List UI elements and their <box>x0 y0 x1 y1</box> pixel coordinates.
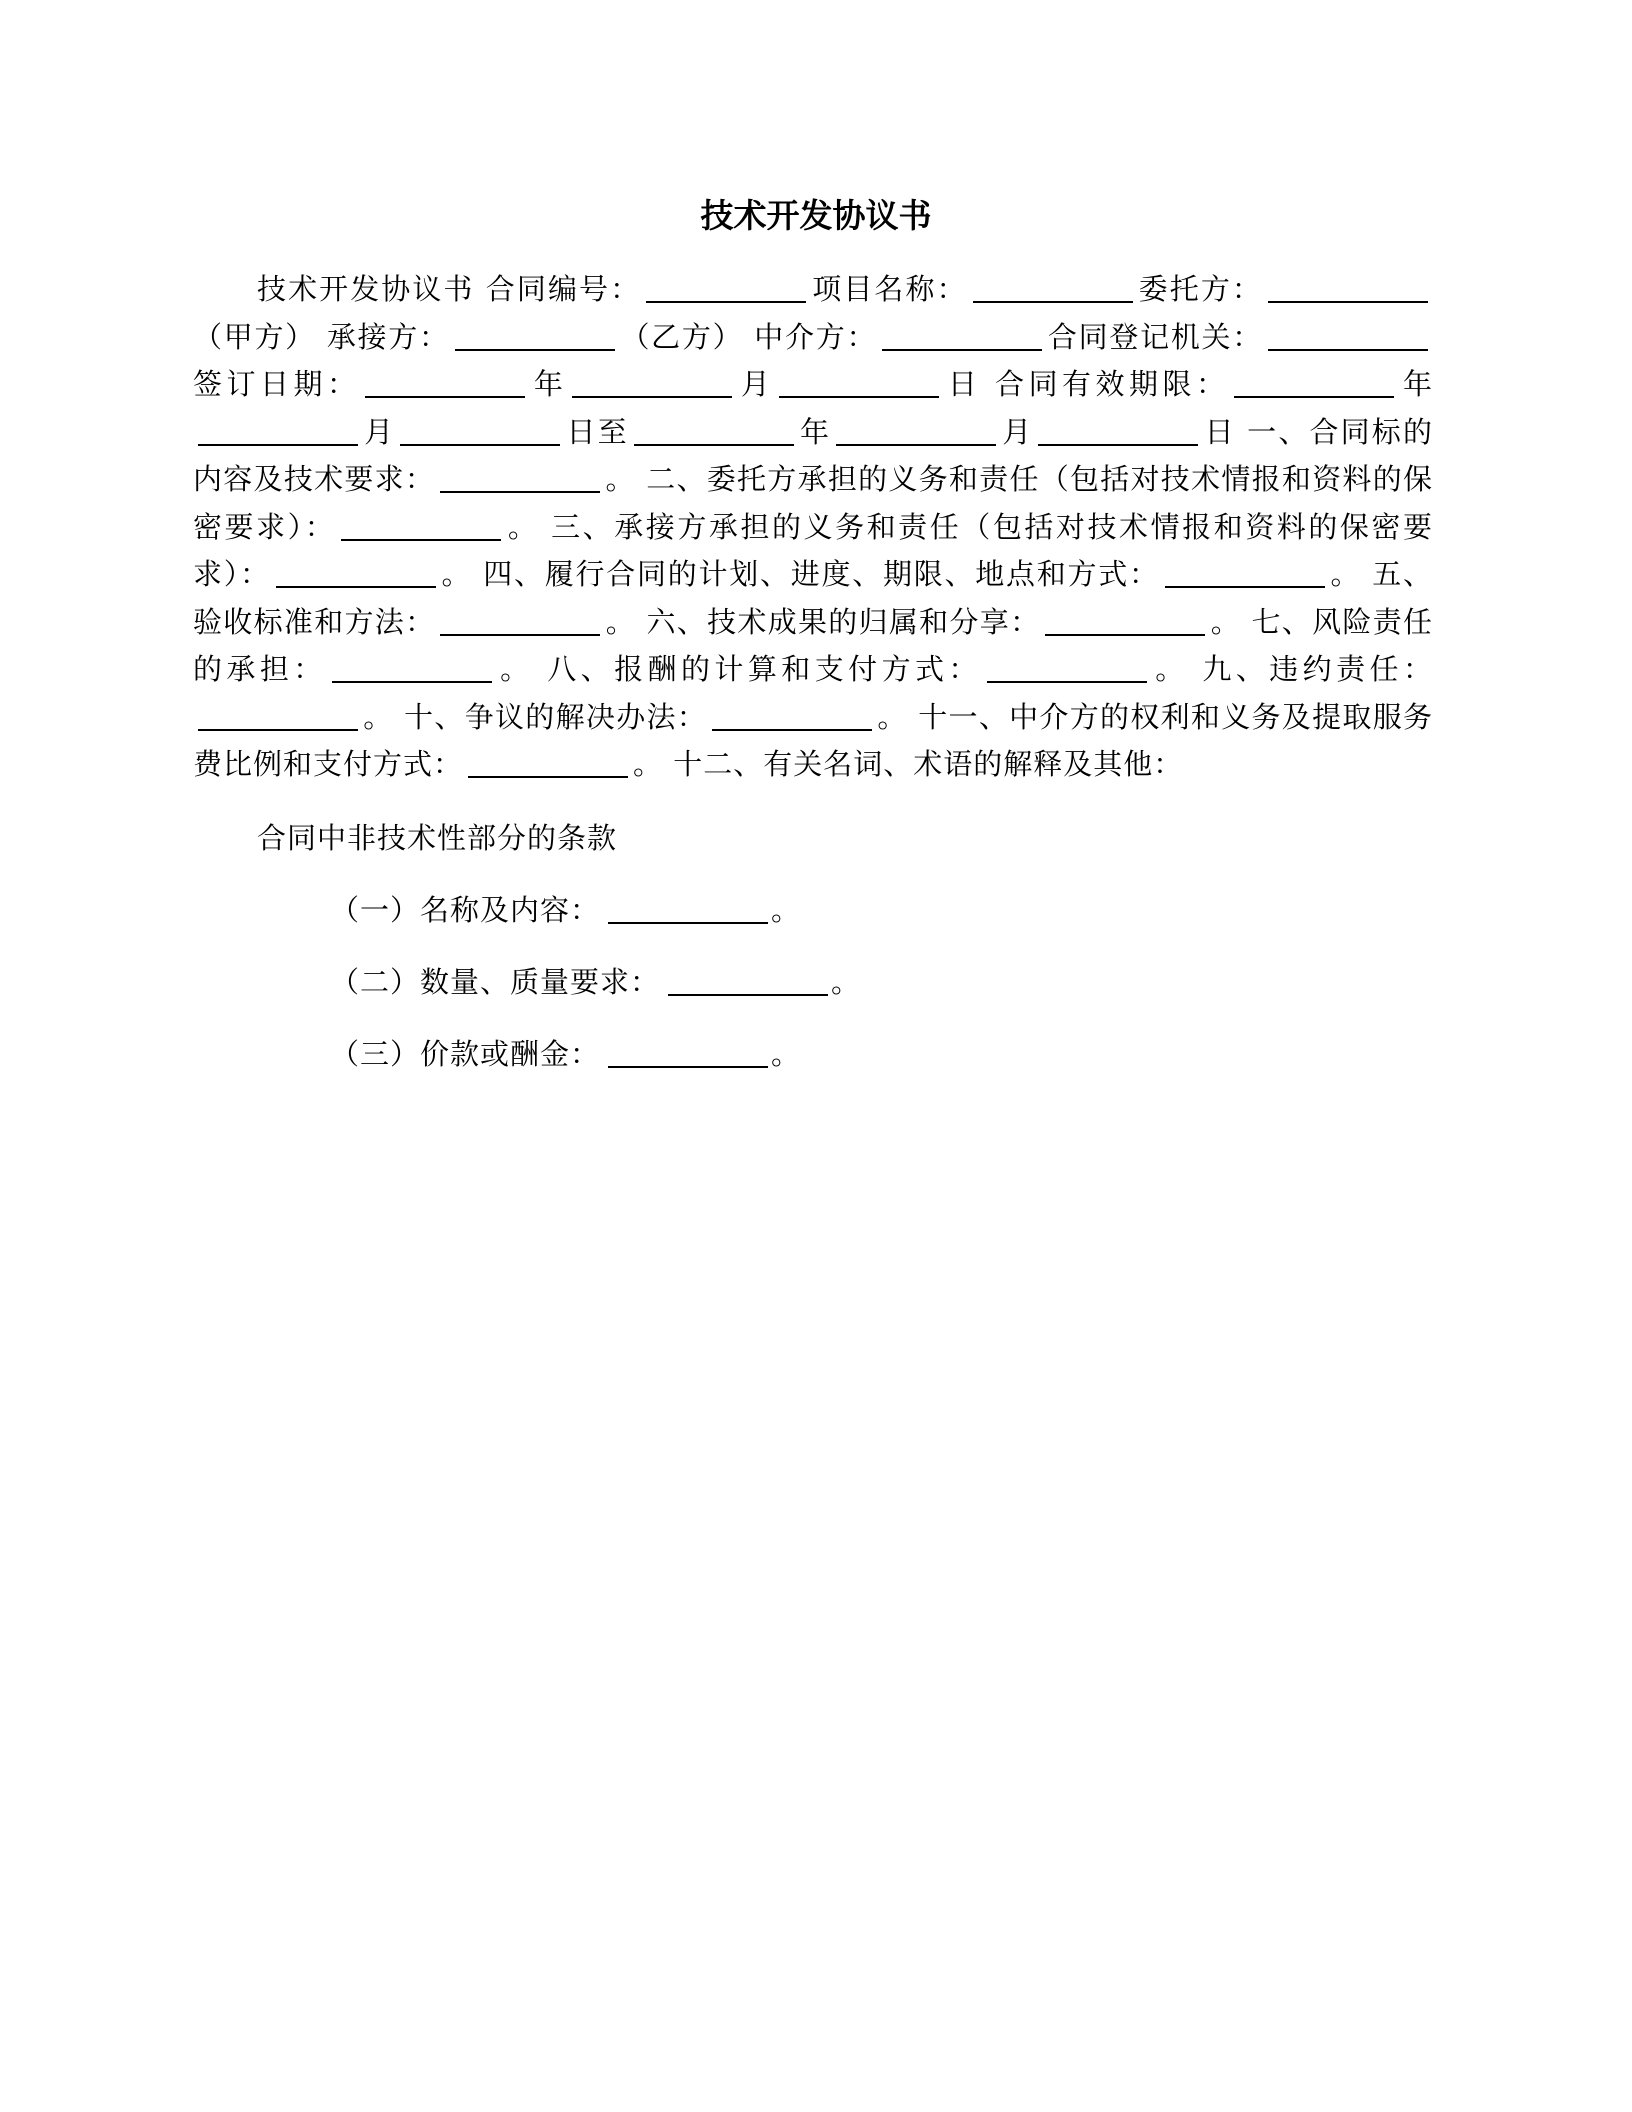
body-text: 日 合同有效期限： <box>944 367 1230 401</box>
body-text: 。 九、违约责任： <box>1151 652 1433 686</box>
body-text: 签订日期： <box>193 367 361 401</box>
clause-blank <box>608 894 768 924</box>
risk-blank <box>332 653 492 683</box>
registry-blank <box>1268 321 1428 351</box>
client-blank <box>1268 273 1428 303</box>
end-year-blank <box>634 416 794 446</box>
start-month-blank <box>198 416 358 446</box>
body-text: 。 三、承接方承担的义务和责任（包括对技术情报和资料的保密要求）： <box>193 509 1433 591</box>
body-text: 月 <box>1001 414 1034 449</box>
contractor-blank <box>455 321 615 351</box>
clause-blank <box>668 966 828 996</box>
liability-blank <box>198 701 358 731</box>
contract-number-blank <box>646 273 806 303</box>
clause-end: 。 <box>771 893 802 927</box>
end-day-blank <box>1038 416 1198 446</box>
body-text: （乙方） 中介方： <box>619 319 878 354</box>
body-text: 。 十一、中介方的权利和义务及提取服务费比例和支付方式： <box>193 699 1433 781</box>
clause-item <box>330 960 861 1004</box>
body-text: 年 <box>530 367 568 401</box>
body-text: 。 二、委托方承担的义务和责任（包括对技术情报和资料的保密要求）： <box>193 462 1433 544</box>
body-text: 日至 <box>565 414 629 449</box>
payment-blank <box>987 653 1147 683</box>
body-text: 日 一、合同标的内容及技术要求： <box>193 414 1433 496</box>
requirements-blank <box>440 463 600 493</box>
body-text: 。 四、履行合同的计划、进度、期限、地点和方式： <box>440 557 1160 591</box>
body-text: 年 <box>798 414 832 449</box>
acceptance-blank <box>440 606 600 636</box>
body-text: 合同登记机关： <box>1047 319 1263 354</box>
sign-month-blank <box>572 368 732 398</box>
document-title: 技术开发协议书 <box>700 196 932 235</box>
client-duty-blank <box>341 511 501 541</box>
clause-item <box>330 1032 801 1076</box>
body-text: 月 <box>737 367 775 401</box>
clause-blank <box>608 1038 768 1068</box>
clause-item <box>330 888 801 932</box>
sign-day-blank <box>779 368 939 398</box>
body-text: （甲方） 承接方： <box>193 319 450 354</box>
contract-body <box>193 266 1433 789</box>
plan-blank <box>1165 558 1325 588</box>
clause-end: 。 <box>771 1037 802 1071</box>
body-text: 技术开发协议书 合同编号： <box>257 272 642 306</box>
body-text: 项目名称： <box>811 272 968 306</box>
body-text: 委托方： <box>1137 272 1263 306</box>
clause-label: （三）价款或酬金： <box>330 1037 601 1071</box>
dispute-blank <box>712 701 872 731</box>
clause-label: （一）名称及内容： <box>330 893 601 927</box>
contractor-duty-blank <box>276 558 436 588</box>
intermediary-fee-blank <box>468 748 628 778</box>
sign-year-blank <box>365 368 525 398</box>
body-text: 。 七、风险责任的承担： <box>193 604 1433 686</box>
section-heading: 合同中非技术性部分的条款 <box>257 821 618 855</box>
start-day-blank <box>400 416 560 446</box>
body-text: 。 六、技术成果的归属和分享： <box>605 604 1041 639</box>
body-text: 。 八、报酬的计算和支付方式： <box>496 652 982 686</box>
body-text: 。 五、验收标准和方法： <box>193 557 1433 639</box>
body-text: 月 <box>363 414 396 449</box>
clause-end: 。 <box>831 965 862 999</box>
start-year-blank <box>1234 368 1394 398</box>
end-month-blank <box>836 416 996 446</box>
body-text: 。 十二、有关名词、术语的解释及其他： <box>633 747 1184 781</box>
intermediary-blank <box>882 321 1042 351</box>
ownership-blank <box>1045 606 1205 636</box>
clause-label: （二）数量、质量要求： <box>330 965 661 999</box>
body-text: 年 <box>1399 367 1433 401</box>
project-name-blank <box>973 273 1133 303</box>
body-text: 。 十、争议的解决办法： <box>363 699 708 734</box>
